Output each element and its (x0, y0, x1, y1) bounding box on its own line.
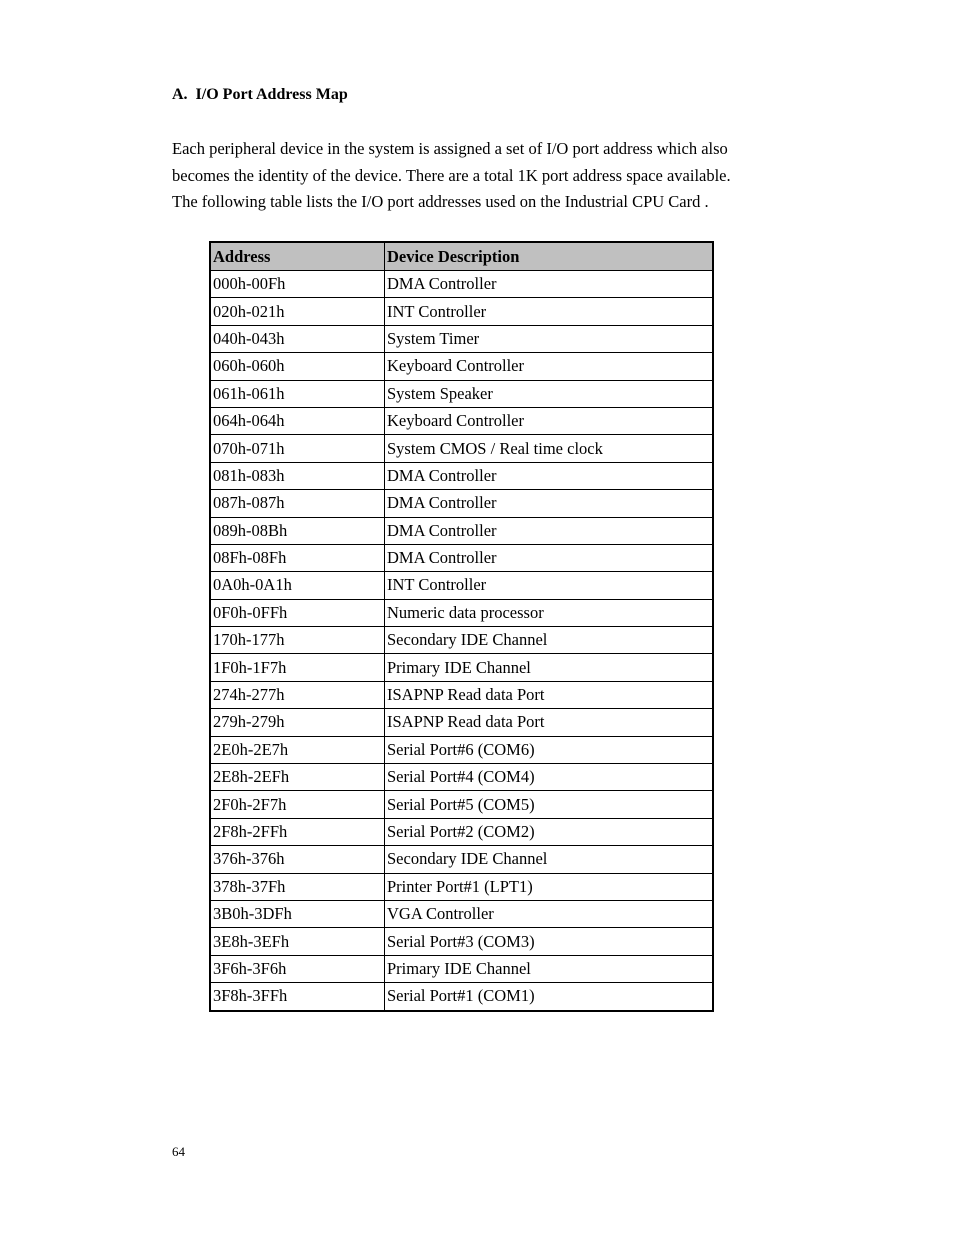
address-cell: 274h-277h (210, 681, 385, 708)
address-cell: 3B0h-3DFh (210, 900, 385, 927)
table-row (210, 407, 713, 434)
device-description-cell: DMA Controller (385, 490, 714, 517)
intro-paragraph (172, 136, 802, 216)
table-row (210, 572, 713, 599)
table-row (210, 271, 713, 298)
address-cell: 170h-177h (210, 627, 385, 654)
address-cell: 279h-279h (210, 709, 385, 736)
address-cell: 2E0h-2E7h (210, 736, 385, 763)
address-cell: 060h-060h (210, 353, 385, 380)
table-row (210, 818, 713, 845)
address-cell: 089h-08Bh (210, 517, 385, 544)
address-cell: 000h-00Fh (210, 271, 385, 298)
address-cell: 1F0h-1F7h (210, 654, 385, 681)
address-cell: 378h-37Fh (210, 873, 385, 900)
address-cell: 020h-021h (210, 298, 385, 325)
table-row (210, 517, 713, 544)
table-row (210, 599, 713, 626)
header-device-description: Device Description (385, 242, 714, 271)
table-header-row (210, 242, 713, 271)
table-row (210, 435, 713, 462)
device-description-cell: Secondary IDE Channel (385, 627, 714, 654)
table-row (210, 900, 713, 927)
address-cell: 087h-087h (210, 490, 385, 517)
device-description-cell: DMA Controller (385, 271, 714, 298)
device-description-cell: Printer Port#1 (LPT1) (385, 873, 714, 900)
address-cell: 064h-064h (210, 407, 385, 434)
table-row (210, 325, 713, 352)
device-description-cell: System Timer (385, 325, 714, 352)
table-row (210, 873, 713, 900)
device-description-cell: Serial Port#6 (COM6) (385, 736, 714, 763)
table-row (210, 544, 713, 571)
device-description-cell: Primary IDE Channel (385, 654, 714, 681)
table-row (210, 983, 713, 1011)
table-body (210, 271, 713, 1011)
device-description-cell: Primary IDE Channel (385, 955, 714, 982)
table-row (210, 298, 713, 325)
table-row (210, 955, 713, 982)
address-cell: 2F0h-2F7h (210, 791, 385, 818)
table-row (210, 462, 713, 489)
address-cell: 376h-376h (210, 846, 385, 873)
table-row (210, 353, 713, 380)
table-row (210, 654, 713, 681)
address-cell: 0A0h-0A1h (210, 572, 385, 599)
table-row (210, 380, 713, 407)
table-row (210, 764, 713, 791)
address-cell: 2F8h-2FFh (210, 818, 385, 845)
page-number: 64 (172, 1144, 185, 1159)
address-cell: 040h-043h (210, 325, 385, 352)
intro-line: becomes the identity of the device. There are a total 1K port address space available. (172, 165, 731, 185)
device-description-cell: INT Controller (385, 298, 714, 325)
device-description-cell: INT Controller (385, 572, 714, 599)
intro-line: Each peripheral device in the system is assigned a set of I/O port address which also (172, 139, 728, 158)
address-cell: 061h-061h (210, 380, 385, 407)
device-description-cell: DMA Controller (385, 462, 714, 489)
device-description-cell: ISAPNP Read data Port (385, 681, 714, 708)
address-cell: 3F6h-3F6h (210, 955, 385, 982)
device-description-cell: Keyboard Controller (385, 407, 714, 434)
table-row (210, 681, 713, 708)
section-title: A. I/O Port Address Map (172, 86, 348, 103)
device-description-cell: Keyboard Controller (385, 353, 714, 380)
device-description-cell: Serial Port#5 (COM5) (385, 791, 714, 818)
device-description-cell: VGA Controller (385, 900, 714, 927)
table-row (210, 490, 713, 517)
io-port-address-table (209, 241, 714, 1012)
device-description-cell: System CMOS / Real time clock (385, 435, 714, 462)
device-description-cell: Serial Port#3 (COM3) (385, 928, 714, 955)
address-cell: 070h-071h (210, 435, 385, 462)
device-description-cell: System Speaker (385, 380, 714, 407)
intro-line: The following table lists the I/O port addresses used on the Industrial CPU Card . (172, 192, 709, 211)
address-cell: 0F0h-0FFh (210, 599, 385, 626)
device-description-cell: ISAPNP Read data Port (385, 709, 714, 736)
address-cell: 3E8h-3EFh (210, 928, 385, 955)
table-row (210, 709, 713, 736)
device-description-cell: Serial Port#4 (COM4) (385, 764, 714, 791)
address-cell: 08Fh-08Fh (210, 544, 385, 571)
table-row (210, 736, 713, 763)
table-row (210, 846, 713, 873)
device-description-cell: DMA Controller (385, 544, 714, 571)
header-address: Address (210, 242, 385, 271)
device-description-cell: Serial Port#1 (COM1) (385, 983, 714, 1011)
device-description-cell: Serial Port#2 (COM2) (385, 818, 714, 845)
device-description-cell: Secondary IDE Channel (385, 846, 714, 873)
address-cell: 3F8h-3FFh (210, 983, 385, 1011)
table-row (210, 928, 713, 955)
address-cell: 2E8h-2EFh (210, 764, 385, 791)
address-cell: 081h-083h (210, 462, 385, 489)
device-description-cell: Numeric data processor (385, 599, 714, 626)
table-row (210, 791, 713, 818)
device-description-cell: DMA Controller (385, 517, 714, 544)
table-row (210, 627, 713, 654)
